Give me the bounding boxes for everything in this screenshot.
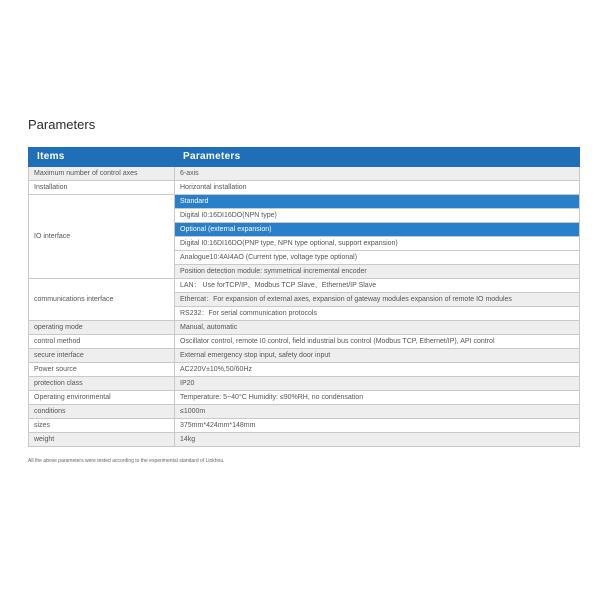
table-row [29, 391, 580, 405]
value-cell: Digital I0:16DI16DO(PNP type, NPN type optional, support expansion) [175, 237, 580, 251]
table-row [29, 419, 580, 433]
value-cell: Ethercat：For expansion of external axes, expansion of gateway modules expansion of remote IO modules [175, 293, 580, 307]
value-cell-standard-header: Standard [175, 195, 580, 209]
item-cell: conditions [29, 405, 175, 419]
value-cell: Manual, automatic [175, 321, 580, 335]
item-cell: protection class [29, 377, 175, 391]
value-cell: RS232：For serial communication protocols [175, 307, 580, 321]
item-cell: communications interface [29, 279, 175, 321]
value-cell: LAN： Use forTCP/IP、Modbus TCP Slave、Ethernet/IP Slave [175, 279, 580, 293]
header-parameters: Parameters [175, 148, 580, 167]
table-row [29, 433, 580, 447]
value-cell: Oscillator control, remote I0 control, field industrial bus control (Modbus TCP, Ethernet/IP), API control [175, 335, 580, 349]
item-cell: sizes [29, 419, 175, 433]
table-row [29, 279, 580, 293]
table-header-row [29, 148, 580, 167]
table-row [29, 377, 580, 391]
value-cell: AC220V±10%,50/60Hz [175, 363, 580, 377]
item-cell: weight [29, 433, 175, 447]
value-cell: Analogue10:4AI4AO (Current type, voltage type optional) [175, 251, 580, 265]
table-row [29, 349, 580, 363]
table-row [29, 335, 580, 349]
value-cell: Digital I0:16DI16DO(NPN type) [175, 209, 580, 223]
value-cell: IP20 [175, 377, 580, 391]
value-cell: Temperature: 5~40°C Humidity: ≤90%RH, no condensation [175, 391, 580, 405]
value-cell: ≤1000m [175, 405, 580, 419]
item-cell: Maximum number of control axes [29, 167, 175, 181]
item-cell: IO interface [29, 195, 175, 279]
item-cell: secure interface [29, 349, 175, 363]
table-row [29, 363, 580, 377]
item-cell: Operating environmental [29, 391, 175, 405]
table-row [29, 321, 580, 335]
table-row [29, 195, 580, 209]
item-cell: Installation [29, 181, 175, 195]
parameters-table [28, 147, 580, 447]
value-cell-optional-header: Optional (external expansion) [175, 223, 580, 237]
item-cell: operating mode [29, 321, 175, 335]
value-cell: Position detection module: symmetrical incremental encoder [175, 265, 580, 279]
value-cell: 6-axis [175, 167, 580, 181]
value-cell: 14kg [175, 433, 580, 447]
page-title: Parameters [28, 117, 96, 132]
footnote: All the above parameters were tested according to the experimental standard of Linkhou. [28, 458, 225, 464]
value-cell: 375mm*424mm*148mm [175, 419, 580, 433]
table-row [29, 405, 580, 419]
item-cell: control method [29, 335, 175, 349]
header-items: Items [29, 148, 175, 167]
item-cell: Power source [29, 363, 175, 377]
value-cell: External emergency stop input, safety door input [175, 349, 580, 363]
table-row [29, 181, 580, 195]
table-row [29, 167, 580, 181]
value-cell: Horizontal installation [175, 181, 580, 195]
